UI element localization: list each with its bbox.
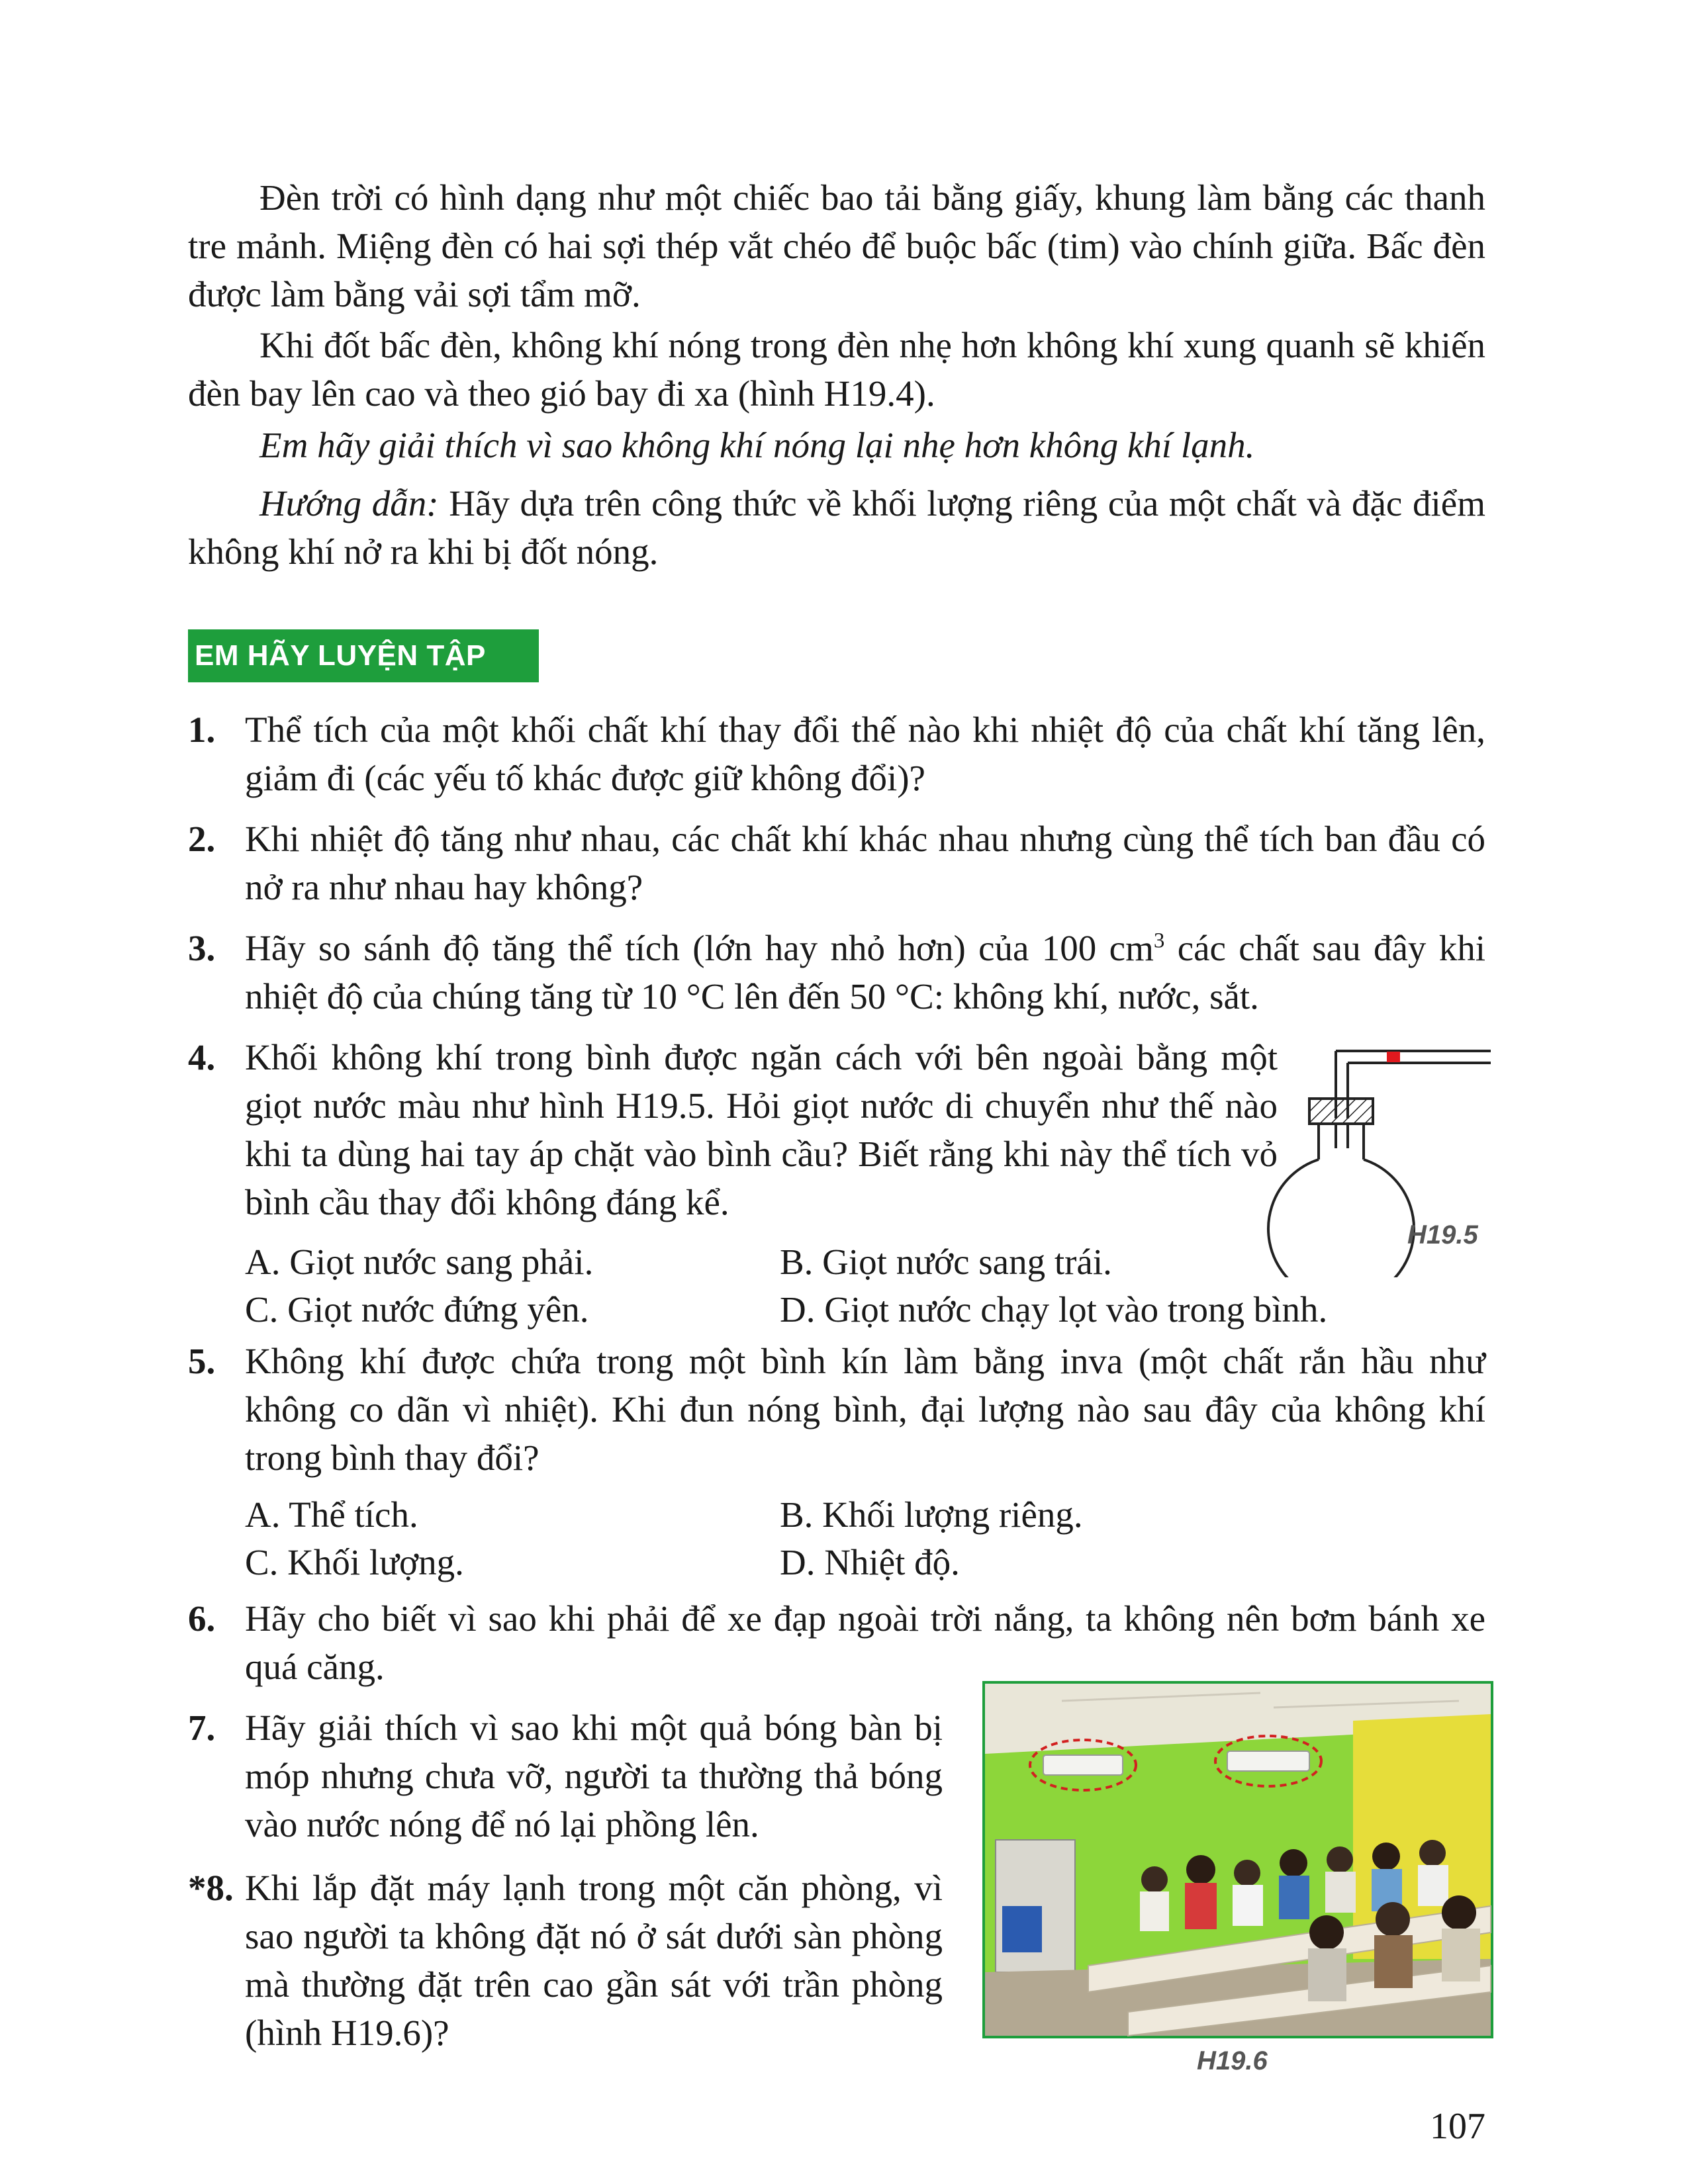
question-number: 3. [188,928,216,968]
guide-label: Hướng dẫn: [259,483,439,523]
question-text: Khi lắp đặt máy lạnh trong một căn phòng, vì sao người ta không đặt nó ở sát dưới sàn phòng mà thường đặt trên cao gần sát với trần phòng (hình H19.6)? [245,1868,943,2053]
ac-unit-right [1227,1751,1309,1771]
q4-option-a: A. Giọt nước sang phải. [245,1242,594,1282]
question-number: *8. [188,1868,234,1908]
question-text: Hãy cho biết vì sao khi phải để xe đạp ngoài trời nắng, ta không nên bơm bánh xe quá căng. [245,1598,1485,1687]
question-text: Khối không khí trong bình được ngăn cách với bên ngoài bằng một giọt nước màu như hình H19.5. Hỏi giọt nước di chuyển như thế nào khi ta dùng hai tay áp chặt vào bình cầu? Biết rằng khi này thể tích vỏ bình cầu thay đổi không đáng kể. [245,1037,1278,1222]
question-text-part-b: các chất sau đây khi nhiệt độ của chúng tăng từ 10 °C lên đến 50 °C: không khí, nước, sắt. [245,928,1485,1017]
intro-paragraph-2: Khi đốt bấc đèn, không khí nóng trong đèn nhẹ hơn không khí xung quanh sẽ khiến đèn bay lên cao và theo gió bay đi xa (hình H19.4). [188,325,1485,414]
classroom-photo [982,1681,1493,2038]
page-number: 107 [1430,2106,1485,2147]
question-number: 1. [188,709,216,750]
superscript-3: 3 [1153,929,1165,953]
chair [1002,1906,1042,1952]
q5-option-a: A. Thể tích. [245,1494,418,1535]
flask-bulb [1268,1160,1414,1277]
question-text-part-a: Hãy so sánh độ tăng thể tích (lớn hay nhỏ hơn) của 100 cm [245,928,1154,968]
question-number: 5. [188,1341,216,1381]
question-text: Khi nhiệt độ tăng như nhau, các chất khí khác nhau nhưng cùng thể tích ban đầu có nở ra như nhau hay không? [245,819,1485,907]
intro-question: Em hãy giải thích vì sao không khí nóng lại nhẹ hơn không khí lạnh. [259,425,1255,465]
question-number: 2. [188,819,216,859]
q4-option-c: C. Giọt nước đứng yên. [245,1289,589,1330]
question-text [245,924,1485,1021]
ac-unit-left [1043,1755,1123,1775]
question-number: 6. [188,1598,216,1639]
question-text: Hãy giải thích vì sao khi một quả bóng bàn bị móp nhưng chưa vỡ, người ta thường thả bóng vào nước nóng để nó lại phồng lên. [245,1707,943,1844]
figure-caption-h19-6: H19.6 [1197,2046,1268,2075]
q5-option-d: D. Nhiệt độ. [780,1542,960,1582]
q4-option-b: B. Giọt nước sang trái. [780,1242,1112,1282]
section-heading: EM HÃY LUYỆN TẬP [188,629,539,682]
q5-option-b: B. Khối lượng riêng. [780,1494,1083,1535]
q5-option-c: C. Khối lượng. [245,1542,464,1582]
question-number: 4. [188,1037,216,1077]
question-text: Thể tích của một khối chất khí thay đổi thế nào khi nhiệt độ của chất khí tăng lên, giảm đi (các yếu tố khác được giữ không đổi)? [245,709,1485,798]
figure-caption-h19-5: H19.5 [1407,1220,1478,1250]
stopper [1309,1099,1373,1124]
question-number: 7. [188,1707,216,1748]
q4-option-d: D. Giọt nước chạy lọt vào trong bình. [780,1289,1328,1330]
question-text: Không khí được chứa trong một bình kín làm bằng inva (một chất rắn hầu như không co dãn vì nhiệt). Khi đun nóng bình, đại lượng nào sau đây của không khí trong bình thay đổi? [245,1341,1485,1478]
intro-guide [188,479,1485,576]
water-drop [1387,1052,1400,1062]
guide-text: Hãy dựa trên công thức về khối lượng riêng của một chất và đặc điểm không khí nở ra khi bị đốt nóng. [188,483,1485,572]
intro-paragraph-1: Đèn trời có hình dạng như một chiếc bao tải bằng giấy, khung làm bằng các thanh tre mảnh. Miệng đèn có hai sợi thép vắt chéo để buộc bấc (tim) vào chính giữa. Bấc đèn được làm bằng vải sợi tẩm mỡ. [188,177,1485,314]
